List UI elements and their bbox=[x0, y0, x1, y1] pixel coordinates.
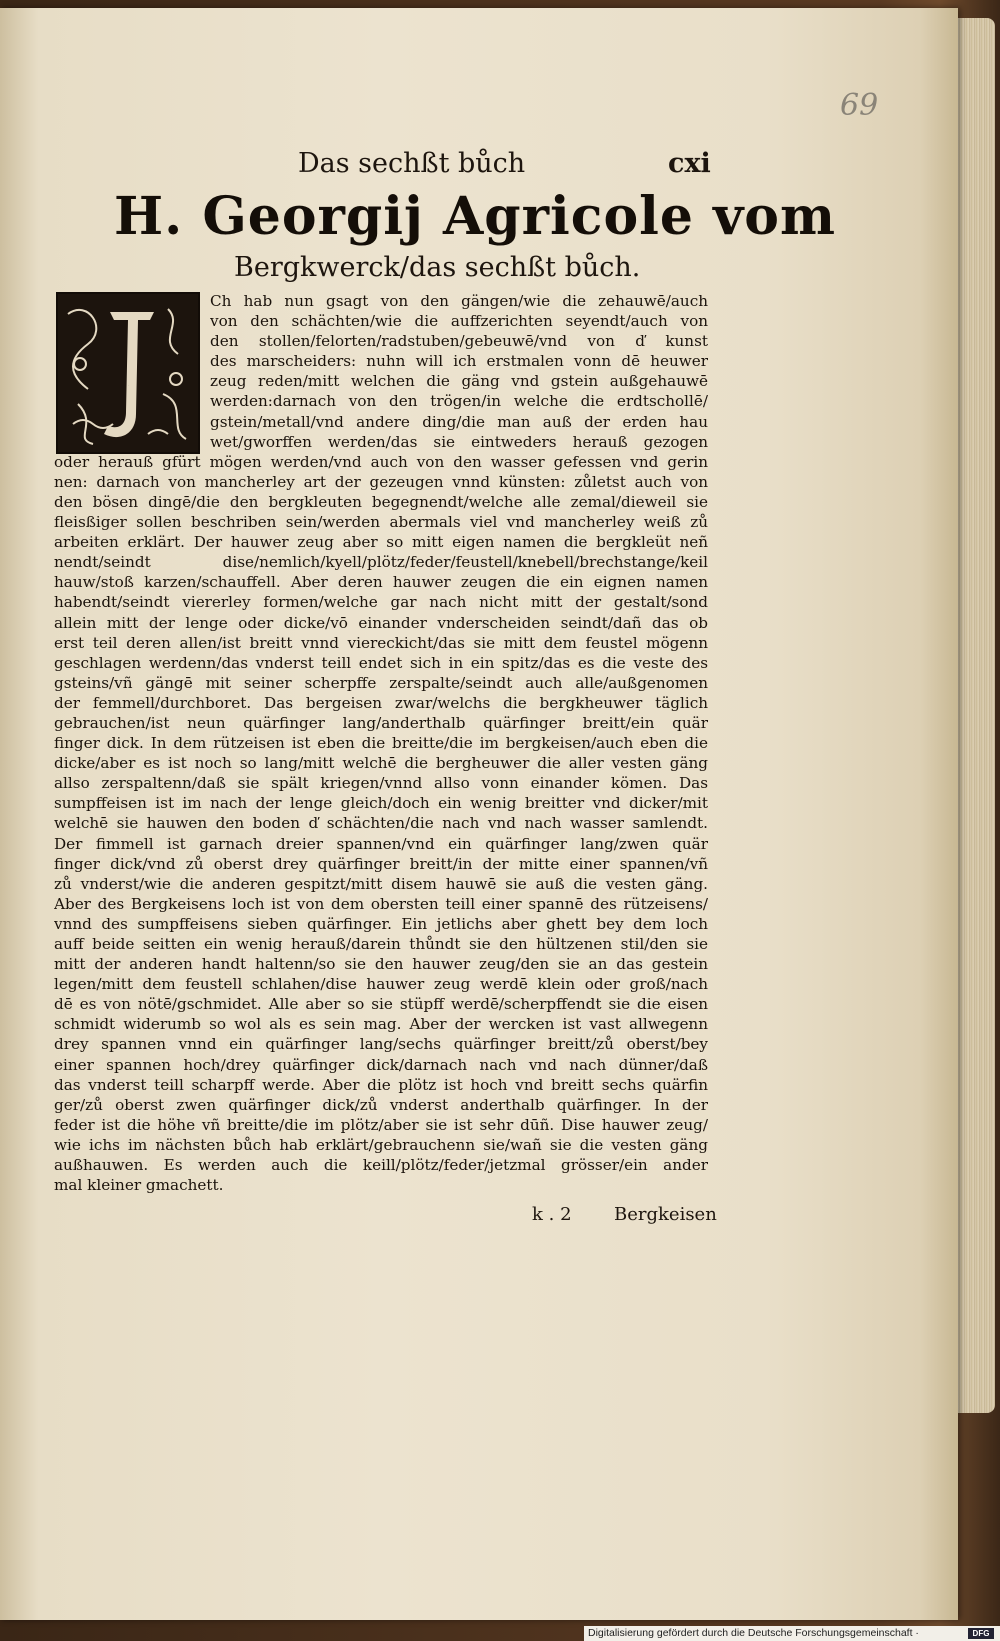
text-line: den bösen dingē/die den bergkleuten begegnendt/welche alle zemal/dieweil sie bbox=[54, 492, 708, 511]
text-line: vnnd des sumpffeisens sieben quärfinger. Ein jetlichs aber ghett bey dem loch bbox=[54, 914, 708, 933]
text-line: Ch hab nun gsagt von den gängen/wie die zehauwē/auch bbox=[210, 292, 708, 310]
text-line: mitt der anderen handt haltenn/so sie den hauwer zeug/den sie an das gestein bbox=[54, 955, 708, 974]
signature-mark: k . 2 bbox=[532, 1204, 572, 1225]
text-line: Aber des Bergkeisens loch ist von dem obersten teill einer spannē des rützeisens/ bbox=[54, 894, 708, 913]
text-line: Der fimmell ist garnach dreier spannen/vnd ein quärfinger lang/zwen quär bbox=[54, 834, 708, 853]
text-line: drey spannen vnnd ein quärfinger lang/sechs quärfinger breitt/zů oberst/bey bbox=[54, 1035, 708, 1054]
text-line: den stollen/felorten/radstuben/gebeuwē/vnd von ď kunst bbox=[210, 332, 708, 351]
text-line: das vnderst teill scharpff werde. Aber die plötz ist hoch vnd breitt sechs quärfin bbox=[54, 1075, 708, 1094]
text-line: einer spannen hoch/drey quärfinger dick/darnach nach vnd nach dünner/daß bbox=[54, 1055, 708, 1074]
text-line: hauw/stoß karzen/schauffell. Aber deren hauwer zeugen die ein eignen namen bbox=[54, 573, 708, 592]
dfg-notice-text: Digitalisierung gefördert durch die Deutsche Forschungsgemeinschaft · bbox=[588, 1627, 919, 1639]
text-line: mal kleiner gmachett. bbox=[54, 1176, 224, 1195]
text-line: finger dick. In dem rützeisen ist eben die breitte/die im bergkeisen/auch eben die bbox=[54, 734, 708, 753]
text-line: fleisßiger sollen beschriben sein/werden abermals viel vnd mancherley weiß zů bbox=[54, 513, 708, 532]
text-line: außhauwen. Es werden auch die keill/plötz/feder/jetzmal grösser/ein ander bbox=[54, 1156, 708, 1175]
text-line: von den schächten/wie die auffzerichten seyendt/auch von bbox=[210, 312, 708, 331]
text-line: dicke/aber es ist noch so lang/mitt welchē die bergheuwer die aller vesten gäng bbox=[54, 754, 708, 773]
text-line: schmidt widerumb so wol als es sein mag. Aber der wercken ist vast allwegenn bbox=[54, 1015, 708, 1034]
text-line: arbeiten erklärt. Der hauwer zeug aber so mitt eigen namen die bergkleüt neñ bbox=[54, 533, 708, 552]
dfg-funding-notice bbox=[584, 1626, 1000, 1641]
text-line: erst teil deren allen/ist breitt vnnd viereckicht/das sie mitt dem feustel mögenn bbox=[54, 633, 708, 652]
catchword: Bergkeisen bbox=[614, 1204, 717, 1225]
text-line: sumpffeisen ist im nach der lenge gleich/doch ein wenig breitter vnd dicker/mit bbox=[54, 794, 708, 813]
text-line: gebrauchen/ist neun quärfinger lang/anderthalb quärfinger breitt/ein quär bbox=[54, 713, 708, 732]
text-line: werden:darnach von den trögen/in welche die erdtschollē/ bbox=[210, 392, 708, 411]
text-line: zů vnderst/wie die anderen gespitzt/mitt disem hauwē sie auß die vesten gäng. bbox=[54, 874, 708, 893]
page-number-roman: cxi bbox=[668, 148, 711, 179]
page-edges bbox=[955, 18, 995, 1413]
text-line: auff beide seitten ein wenig herauß/darein thůndt sie den hültzenen stil/den sie bbox=[54, 935, 708, 953]
drop-cap-letter: I bbox=[128, 386, 129, 387]
text-line: legen/mitt dem feustell schlahen/dise hauwer zeug werdē klein oder groß/nach bbox=[54, 975, 708, 994]
running-head: Das sechßt bůch bbox=[298, 148, 526, 179]
handwritten-folio-number: 69 bbox=[840, 88, 879, 123]
text-line: gsteins/vñ gängē mit seiner scherpffe zerspalte/seindt auch alle/außgenomen bbox=[54, 673, 708, 692]
text-line: dē es von nötē/gschmidet. Alle aber so sie stüpff werdē/scherpffendt sie die eisen bbox=[54, 995, 708, 1014]
book-page bbox=[0, 8, 958, 1620]
text-line: geschlagen werdenn/das vnderst teill endet sich in ein spitz/das es die veste des bbox=[54, 653, 708, 672]
text-line: des marscheiders: nuhn will ich erstmalen vonn dē heuwer bbox=[210, 352, 708, 371]
dfg-logo-icon: DFG bbox=[968, 1628, 994, 1639]
text-line: zeug reden/mitt welchen die gäng vnd gstein außgehauwē bbox=[210, 372, 708, 391]
text-line: allso zerspaltenn/daß sie spält kriegen/vnnd allso vonn einander kömen. Das bbox=[54, 774, 708, 793]
text-line: ger/zů oberst zwen quärfinger dick/zů vnderst anderthalb quärfinger. In der bbox=[54, 1095, 708, 1114]
text-line: allein mitt der lenge oder dicke/vō einander vnderscheiden seindt/dañ das ob bbox=[54, 613, 708, 632]
text-line: gstein/metall/vnd andere ding/die man auß der erden hau bbox=[210, 412, 708, 431]
text-line: nen: darnach von mancherley art der gezeugen vnnd künsten: zůletst auch von bbox=[54, 472, 708, 491]
text-line: habendt/seindt viererley formen/welche gar nach nicht mitt der gestalt/sond bbox=[54, 593, 708, 612]
text-line: finger dick/vnd zů oberst drey quärfinger breitt/in der mitte einer spannen/vñ bbox=[54, 854, 708, 873]
text-line: der femmell/durchboret. Das bergeisen zwar/welchs die bergkheuwer täglich bbox=[54, 693, 708, 712]
body-text bbox=[54, 291, 708, 1195]
text-line: welchē sie hauwen den boden ď schächten/die nach vnd nach wasser samlendt. bbox=[54, 814, 708, 833]
text-line: nendt/seindt dise/nemlich/kyell/plötz/feder/feustell/knebell/brechstange/keil bbox=[54, 553, 708, 572]
text-line: wet/gworffen werden/das sie eintweders herauß gezogen bbox=[210, 432, 708, 451]
page-title: H. Georgij Agricole vom bbox=[114, 186, 837, 247]
text-line: feder ist die höhe vñ breitte/die im plötz/aber sie ist sehr dūñ. Dise hauwer zeug/ bbox=[54, 1115, 708, 1134]
text-line: wie ichs im nächsten bůch hab erklärt/gebrauchenn sie/wañ sie die vesten gäng bbox=[54, 1135, 708, 1154]
text-line: oder herauß gfürt mögen werden/vnd auch von den wasser gefessen vnd gerin bbox=[54, 452, 708, 471]
page-subtitle: Bergkwerck/das sechßt bůch. bbox=[234, 252, 641, 283]
